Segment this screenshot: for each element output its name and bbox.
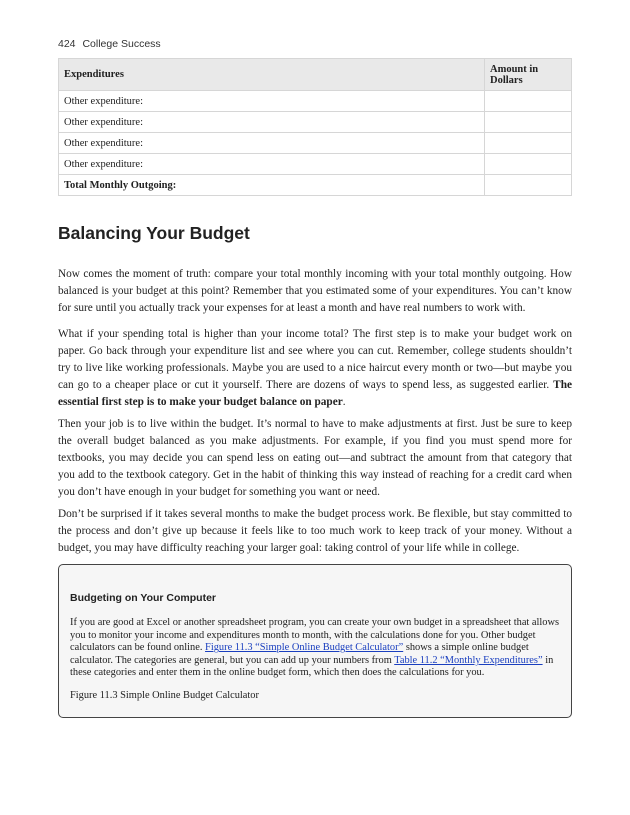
callout-text-part: in these categories and enter them in the online budget form, which then does the calculations for you. (70, 654, 554, 679)
row-amount-cell (485, 154, 572, 175)
paragraph-moment-of-truth: Now comes the moment of truth: compare your total monthly incoming with your total monthly outgoing. How balanced is your budget at this point? Remember that you estimated some of your expenditures. You can’t know for sure until you actually track your expenses for at least a month and have real numbers to work with. (58, 268, 572, 314)
table-11-2-link[interactable]: Table 11.2 “Monthly Expenditures” (394, 654, 543, 666)
figure-11-3-link[interactable]: Figure 11.3 “Simple Online Budget Calculator” (205, 642, 404, 654)
table-row (59, 154, 572, 175)
row-amount-cell (485, 91, 572, 112)
column-header-expenditures: Expenditures (59, 59, 485, 91)
table-row (59, 91, 572, 112)
section-title: Balancing Your Budget (58, 223, 250, 243)
row-label: Other expenditure: (59, 112, 485, 133)
page-header (58, 38, 161, 50)
paragraph-end: . (342, 396, 346, 408)
book-title: College Success (82, 38, 161, 50)
column-header-amount: Amount in Dollars (485, 59, 572, 91)
emphasis-text: The essential first step is to make your budget balance on paper (58, 379, 572, 408)
paragraph-text: What if your spending total is higher than your income total? The first step is to make your budget work on paper. Go back through your expenditure list and see where you can cut. Remember, college students shouldn’t try to live like working professionals. Maybe you are used to a nice haircut every month or two—but maybe you can go to a cheaper place or cut it yourself. There are dozens of ways to spend less, as suggested earlier. (58, 328, 572, 391)
paragraph-dont-be-surprised: Don’t be surprised if it takes several months to make the budget process work. Be flexible, but stay committed to the process and don’t give up because it feels like to too much work to keep track of your money. Without a budget, you may have difficulty reaching your larger goal: taking control of your life while in college. (58, 508, 572, 554)
table-row (59, 112, 572, 133)
callout-text-part: shows a simple online budget calculator. The categories are general, but you can add up your numbers from (70, 642, 529, 666)
callout-box (58, 564, 572, 718)
callout-text (70, 617, 560, 680)
figure-caption: Figure 11.3 Simple Online Budget Calculator (70, 690, 259, 701)
callout-title: Budgeting on Your Computer (70, 592, 217, 604)
table-header-row (59, 59, 572, 91)
paragraph-spending-higher (58, 326, 572, 411)
table-row (59, 133, 572, 154)
expenditures-table (58, 58, 572, 196)
callout-text-part: If you are good at Excel or another spreadsheet program, you can create your own budget in a spreadsheet that allows you to monitor your income and expenditures month to month, with the calculations done for you. Other budget calculators can be found online. (70, 617, 560, 654)
row-amount-cell (485, 112, 572, 133)
paragraph-live-within-budget: Then your job is to live within the budget. It’s normal to have to make adjustments at first. Just be sure to keep the overall budget balanced as you make adjustments. For example, if you find you must spend more for textbooks, you may decide you can spend less on eating out—and subtract the amount from that category that you add to the textbook category. Get in the habit of thinking this way instead of reaching for a credit card when you don’t have enough in your budget for something you want or need. (58, 418, 572, 498)
row-label: Other expenditure: (59, 133, 485, 154)
page-number: 424 (58, 38, 76, 50)
row-label: Other expenditure: (59, 91, 485, 112)
row-label: Other expenditure: (59, 154, 485, 175)
table-total-row (59, 175, 572, 196)
row-amount-cell (485, 133, 572, 154)
total-amount-cell (485, 175, 572, 196)
total-label: Total Monthly Outgoing: (59, 175, 485, 196)
